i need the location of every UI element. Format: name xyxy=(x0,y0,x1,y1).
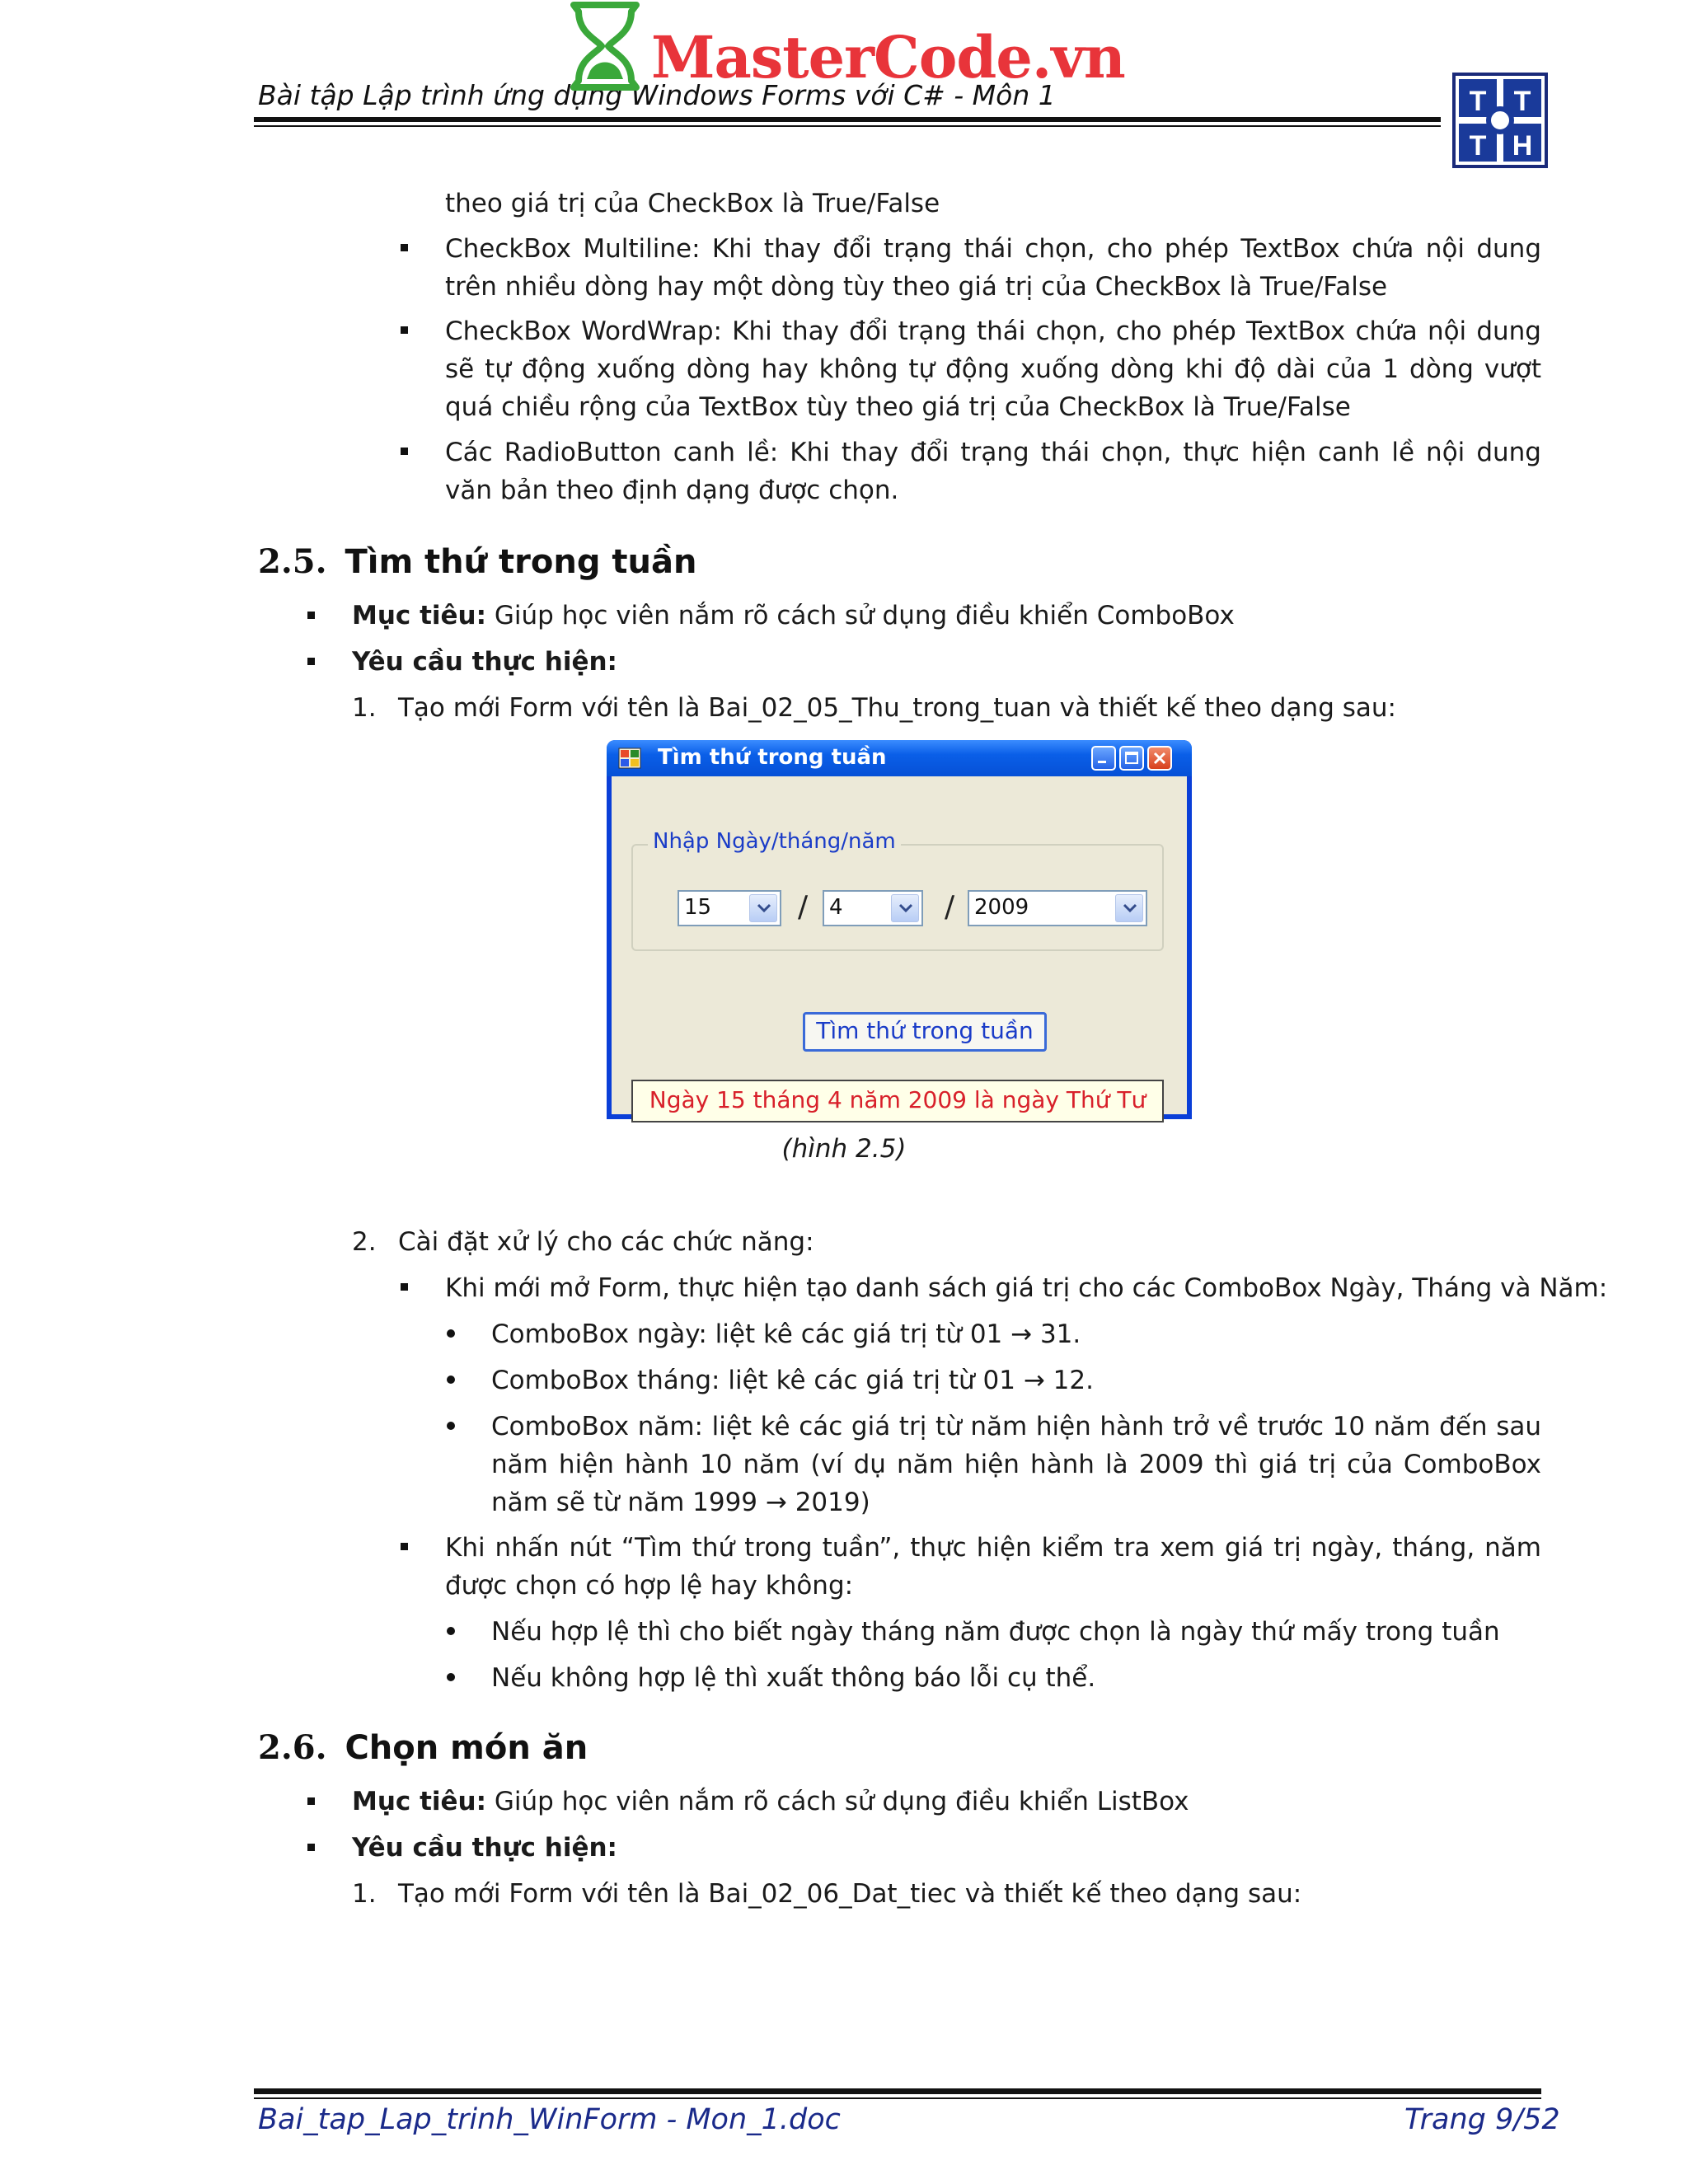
valid-item: Nếu hợp lệ thì cho biết ngày tháng năm được chọn là ngày thứ mấy trong tuần xyxy=(491,1617,1500,1647)
find-weekday-button[interactable]: Tìm thứ trong tuần xyxy=(803,1012,1047,1052)
step-text: Tạo mới Form với tên là Bai_02_05_Thu_trong_tuan và thiết kế theo dạng sau: xyxy=(398,693,1396,723)
requirement-label xyxy=(352,1829,617,1867)
watermark-logo-text: MasterCode.vn xyxy=(651,23,1125,91)
bullet xyxy=(447,1627,455,1635)
header-rule-thin xyxy=(254,125,1441,127)
figure-caption: (hình 2.5) xyxy=(781,1134,907,1164)
combo-month-item: ComboBox tháng: liệt kê các giá trị từ 01 → 12. xyxy=(491,1366,1094,1395)
minimize-icon xyxy=(1093,748,1114,769)
goal-item xyxy=(352,597,1235,635)
svg-text:T: T xyxy=(1469,86,1487,117)
radio-item: Các RadioButton canh lề: Khi thay đổi trạng thái chọn, thực hiện canh lề nội dung văn bản theo định dạng được chọn. xyxy=(445,438,1541,505)
bullet xyxy=(401,1283,408,1291)
combo-year-item: ComboBox năm: liệt kê các giá trị từ năm hiện hành trở về trước 10 năm đến sau năm hiện hành 10 năm (ví dụ năm hiện hành là 2009 thì giá trị của ComboBox năm sẽ từ năm 1999 → 2019) xyxy=(491,1412,1541,1517)
section-title: Chọn món ăn xyxy=(345,1729,588,1767)
bullet xyxy=(307,1844,315,1851)
step-number: 1. xyxy=(352,1879,377,1909)
footer-rule xyxy=(254,2088,1541,2094)
step-text: Cài đặt xử lý cho các chức năng: xyxy=(398,1227,814,1257)
section-title: Tìm thứ trong tuần xyxy=(345,543,697,581)
bullet xyxy=(307,1797,315,1805)
section-heading-2-6 xyxy=(258,1728,588,1767)
header-title: Bài tập Lập trình ứng dụng Windows Forms với C# - Môn 1 xyxy=(258,79,1056,111)
bullet xyxy=(447,1329,455,1338)
bullet xyxy=(307,658,315,665)
bullet xyxy=(401,1543,408,1550)
minimize-button[interactable] xyxy=(1091,746,1116,771)
bullet xyxy=(401,244,408,251)
requirement-label-text: Yêu cầu thực hiện: xyxy=(352,1833,617,1863)
bullet xyxy=(447,1422,455,1430)
invalid-item: Nếu không hợp lệ thì xuất thông báo lỗi cụ thể. xyxy=(491,1663,1096,1693)
goal-label: Mục tiêu: xyxy=(352,601,487,630)
section-number: 2.6. xyxy=(258,1728,327,1767)
bullet xyxy=(307,612,315,619)
chevron-down-icon[interactable] xyxy=(749,894,777,922)
window-title: Tìm thứ trong tuần xyxy=(658,745,887,770)
section-heading-2-5 xyxy=(258,542,696,581)
onload-item: Khi mới mở Form, thực hiện tạo danh sách giá trị cho các ComboBox Ngày, Tháng và Năm: xyxy=(445,1273,1608,1303)
goal-item xyxy=(352,1783,1189,1821)
goal-text: Giúp học viên nắm rõ cách sử dụng điều khiển ComboBox xyxy=(486,601,1235,630)
footer-rule-thin xyxy=(254,2097,1541,2099)
day-combobox[interactable] xyxy=(678,890,781,926)
svg-text:T: T xyxy=(1469,130,1487,162)
wordwrap-item: CheckBox WordWrap: Khi thay đổi trạng thái chọn, cho phép TextBox chứa nội dung sẽ tự động xuống dòng hay không tự động xuống dòng khi độ dài của 1 dòng vượt quá chiều rộng của TextBox tùy theo giá trị của CheckBox là True/False xyxy=(445,316,1541,422)
form-window xyxy=(607,740,1192,1119)
footer-page-number: Trang 9/52 xyxy=(1404,2103,1560,2136)
chevron-down-icon[interactable] xyxy=(891,894,919,922)
chevron-down-icon[interactable] xyxy=(1115,894,1143,922)
day-value: 15 xyxy=(684,895,712,920)
goal-label: Mục tiêu: xyxy=(352,1787,487,1816)
section-number: 2.5. xyxy=(258,542,327,581)
app-icon xyxy=(618,748,641,769)
step-number: 1. xyxy=(352,693,377,723)
bullet xyxy=(447,1376,455,1384)
window-titlebar[interactable] xyxy=(607,740,1192,776)
onclick-item: Khi nhấn nút “Tìm thứ trong tuần”, thực hiện kiểm tra xem giá trị ngày, tháng, năm được chọn có hợp lệ hay không: xyxy=(445,1533,1541,1601)
multiline-item: CheckBox Multiline: Khi thay đổi trạng thái chọn, cho phép TextBox chứa nội dung trên nhiều dòng hay một dòng tùy theo giá trị của CheckBox là True/False xyxy=(445,234,1541,302)
svg-text:H: H xyxy=(1512,130,1533,162)
result-label: Ngày 15 tháng 4 năm 2009 là ngày Thứ Tư xyxy=(631,1080,1164,1122)
month-combobox[interactable] xyxy=(823,890,923,926)
step-text: Tạo mới Form với tên là Bai_02_06_Dat_tiec và thiết kế theo dạng sau: xyxy=(398,1879,1302,1909)
step-number: 2. xyxy=(352,1227,377,1257)
bullet xyxy=(401,326,408,334)
groupbox-label: Nhập Ngày/tháng/năm xyxy=(648,829,901,854)
footer-filename: Bai_tap_Lap_trinh_WinForm - Mon_1.doc xyxy=(258,2103,841,2136)
hourglass-icon xyxy=(565,0,645,92)
close-button[interactable] xyxy=(1147,746,1172,771)
date-separator: / xyxy=(945,890,955,924)
ttth-logo-icon xyxy=(1452,73,1548,168)
intro-line-continuation: theo giá trị của CheckBox là True/False xyxy=(445,189,940,218)
window-client-area xyxy=(612,776,1187,1114)
close-icon xyxy=(1149,748,1170,769)
requirement-label xyxy=(352,643,617,681)
maximize-icon xyxy=(1121,748,1142,769)
month-value: 4 xyxy=(829,895,843,920)
maximize-button[interactable] xyxy=(1119,746,1144,771)
year-value: 2009 xyxy=(974,895,1029,920)
bullet xyxy=(447,1673,455,1681)
combo-day-item: ComboBox ngày: liệt kê các giá trị từ 01 → 31. xyxy=(491,1319,1081,1349)
goal-text: Giúp học viên nắm rõ cách sử dụng điều khiển ListBox xyxy=(486,1787,1189,1816)
date-separator: / xyxy=(798,890,809,924)
bullet xyxy=(401,448,408,455)
svg-text:T: T xyxy=(1513,86,1531,117)
year-combobox[interactable] xyxy=(968,890,1147,926)
header-rule xyxy=(254,117,1441,122)
requirement-label-text: Yêu cầu thực hiện: xyxy=(352,647,617,677)
